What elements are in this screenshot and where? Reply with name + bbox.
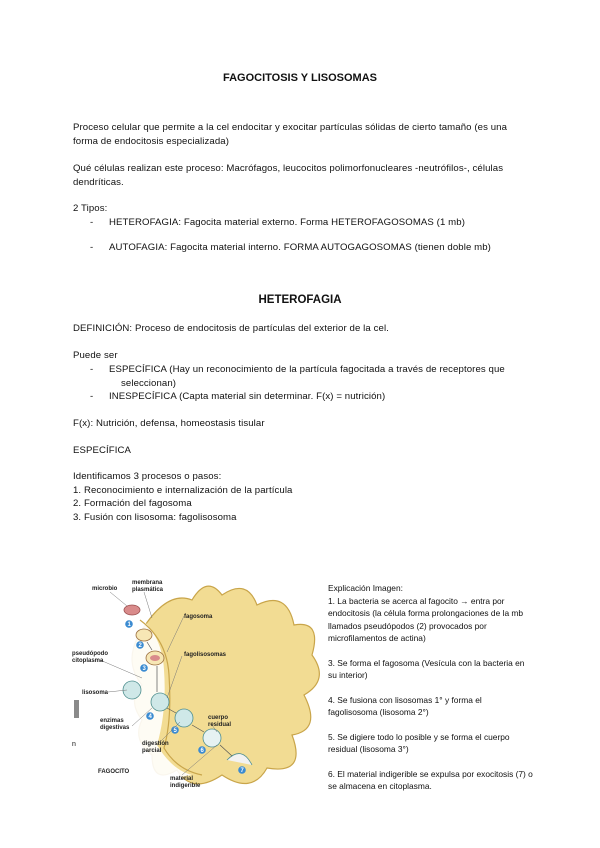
label-cuerpo-2: residual (208, 722, 232, 728)
label-fagolisosomas: fagolisosomas (184, 652, 227, 658)
fx-line: F(x): Nutrición, defensa, homeostasis tisular (73, 418, 265, 429)
type-item-heterofagia (0, 216, 600, 230)
step-number-6: 6 (200, 748, 204, 754)
explanation-p3-l2: fagolisosoma (lisosoma 2°) (328, 707, 429, 717)
especifica-heading: ESPECÍFICA (73, 445, 132, 456)
page-title: FAGOCITOSIS Y LISOSOMAS (222, 72, 378, 84)
dash-bullet: - (90, 391, 94, 402)
type-text: AUTOFAGIA: Fagocita material interno. FORMA AUTOGAGOSOMAS (tienen doble mb) (109, 242, 491, 253)
label-enzimas-2: digestivas (100, 725, 130, 731)
step-number-1: 1 (127, 622, 131, 628)
dash-bullet: - (90, 217, 94, 228)
label-material-1: material (170, 776, 194, 782)
label-fagocito: FAGOCITO (98, 769, 130, 775)
step-number-3: 3 (142, 666, 146, 672)
inespecifica-item (0, 390, 600, 404)
explanation-p4-l2: residual (lisosoma 3°) (328, 744, 409, 754)
label-microbio: microbio (92, 586, 118, 592)
types-heading: 2 Tipos: (73, 203, 108, 214)
label-material-2: indigerible (170, 783, 201, 789)
explanation-p3-l1: 4. Se fusiona con lisosomas 1° y forma el (328, 694, 482, 705)
label-pseudopodo-1: pseudópodo (72, 651, 108, 657)
dash-bullet: - (90, 364, 94, 375)
explanation-p1-l4: microfilamentos de actina) (328, 633, 426, 643)
label-membrana-1: membrana (132, 580, 163, 586)
microbio-shape (124, 605, 140, 615)
label-pseudopodo-2: citoplasma (72, 658, 104, 664)
label-enzimas-1: enzimas (100, 718, 124, 724)
dash-bullet: - (90, 242, 94, 253)
explanation-p5-l1: 6. El material indigerible se expulsa por exocitosis (7) o (328, 768, 533, 779)
explanation-p1-l2: endocitosis (la célula forma prolongaciones de la mb (328, 608, 524, 618)
type-text: HETEROFAGIA: Fagocita material externo. Forma HETEROFAGOSOMAS (1 mb) (109, 217, 465, 228)
definition: DEFINICIÓN: Proceso de endocitosis de partículas del exterior de la cel. (73, 323, 389, 334)
label-digestion-1: digestión (142, 741, 169, 747)
explanation-p5-l2: se almacena en citoplasma. (328, 781, 432, 791)
step-number-7: 7 (240, 768, 244, 774)
intro-line-2: forma de endocitosis especializada) (73, 136, 230, 147)
label-membrana-2: plasmática (132, 587, 164, 593)
cells-line-2: dendríticas. (73, 177, 124, 188)
label-digestion-2: parcial (142, 748, 162, 754)
especifica-line-2: seleccionan) (121, 378, 177, 389)
internalizing-vesicle (136, 629, 152, 641)
explanation-p1-l1: 1. La bacteria se acerca al fagocito → entra por (328, 595, 505, 606)
explanation-block (328, 582, 533, 793)
label-lisosoma: lisosoma (82, 690, 109, 696)
fagolisosoma-shape-1 (151, 693, 169, 711)
explanation-p2-l2: su interior) (328, 670, 368, 680)
explanation-p4-l1: 5. Se digiere todo lo posible y se forma el cuerpo (328, 731, 510, 742)
cuerpo-residual-shape (203, 729, 221, 747)
steps-heading: Identificamos 3 procesos o pasos: (73, 471, 222, 482)
type-item-autofagia (0, 241, 600, 255)
explanation-heading: Explicación Imagen: (328, 583, 403, 593)
label-cuerpo-1: cuerpo (208, 715, 229, 721)
section-heading-heterofagia: HETEROFAGIA (258, 294, 342, 306)
step-3: 3. Fusión con lisosoma: fagolisosoma (73, 512, 237, 523)
figure-cut-bar (74, 700, 79, 718)
intro-line-1: Proceso celular que permite a la cel endocitar y exocitar partículas sólidas de cierto tamaño (es una (73, 122, 508, 133)
step-number-2: 2 (138, 643, 142, 649)
step-1: 1. Reconocimiento e internalización de la partícula (73, 485, 293, 496)
puede-ser: Puede ser (73, 350, 118, 361)
phagocyte-diagram (72, 570, 330, 800)
especifica-line-1: ESPECÍFICA (Hay un reconocimiento de la partícula fagocitada a través de receptores que (109, 364, 505, 375)
figure-cut-text: n (72, 741, 76, 748)
step-number-4: 4 (148, 714, 152, 720)
label-fagosoma: fagosoma (184, 614, 213, 620)
step-number-5: 5 (173, 728, 177, 734)
especifica-item (0, 363, 600, 391)
cells-line-1: Qué células realizan este proceso: Macrófagos, leucocitos polimorfonucleares -neutrófilos-, células (73, 163, 504, 174)
inespecifica-text: INESPECÍFICA (Capta material sin determinar. F(x) = nutrición) (109, 391, 386, 402)
explanation-p2-l1: 3. Se forma el fagosoma (Vesícula con la bacteria en (328, 657, 525, 668)
phagocytosis-figure (72, 570, 330, 800)
explanation-p1-l3: llamados pseudópodos (2) provocados por (328, 620, 487, 631)
step-2: 2. Formación del fagosoma (73, 498, 192, 509)
